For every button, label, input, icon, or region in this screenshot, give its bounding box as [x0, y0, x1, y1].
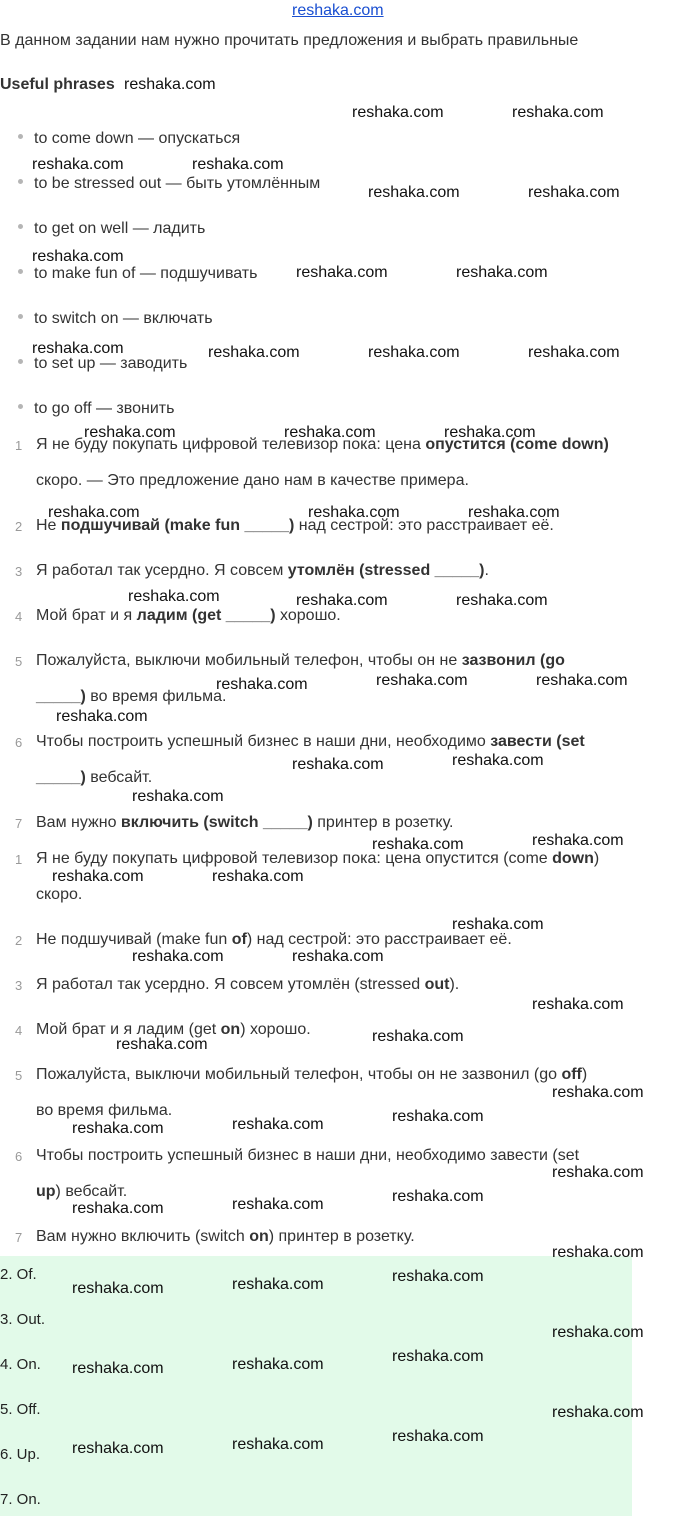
watermark: reshaka.com — [552, 1404, 644, 1421]
filled-sentence-cont: во время фильма. — [36, 1102, 173, 1119]
watermark: reshaka.com — [72, 1440, 164, 1457]
watermark: reshaka.com — [32, 248, 124, 265]
list-item: to be stressed out — быть утомлённым — [18, 175, 320, 193]
watermark: reshaka.com — [72, 1280, 164, 1297]
watermark: reshaka.com — [32, 340, 124, 357]
answer-item: 6. Up. — [0, 1446, 41, 1463]
task-sentence: Не подшучивай (make fun _____) над сестрой: это расстраивает её. — [36, 517, 554, 534]
bullet-icon — [18, 269, 23, 274]
watermark: reshaka.com — [292, 756, 384, 773]
watermark: reshaka.com — [528, 184, 620, 201]
watermark: reshaka.com — [532, 996, 624, 1013]
watermark: reshaka.com — [552, 1164, 644, 1181]
bullet-icon — [18, 224, 23, 229]
bullet-icon — [18, 314, 23, 319]
list-item: to set up — заводить — [18, 355, 187, 373]
watermark: reshaka.com — [368, 344, 460, 361]
watermark: reshaka.com — [452, 916, 544, 933]
item-number: 2 — [15, 933, 23, 948]
item-number: 3 — [15, 978, 23, 993]
watermark: reshaka.com — [124, 76, 216, 93]
watermark: reshaka.com — [56, 708, 148, 725]
intro-text: В данном задании нам нужно прочитать предложения и выбрать правильные — [0, 32, 579, 49]
watermark: reshaka.com — [536, 672, 628, 689]
watermark: reshaka.com — [392, 1268, 484, 1285]
watermark: reshaka.com — [468, 504, 560, 521]
answer-item: 7. On. — [0, 1491, 41, 1508]
list-item: to go off — звонить — [18, 400, 174, 418]
answer-item: 4. On. — [0, 1356, 41, 1373]
watermark: reshaka.com — [552, 1244, 644, 1261]
watermark: reshaka.com — [212, 868, 304, 885]
task-sentence: Мой брат и я ладим (get _____) хорошо. — [36, 607, 341, 624]
filled-sentence: Я не буду покупать цифровой телевизор пока: цена опустится (come down) — [36, 850, 600, 867]
watermark: reshaka.com — [392, 1428, 484, 1445]
filled-sentence: Чтобы построить успешный бизнес в наши дни, необходимо завести (set — [36, 1147, 580, 1164]
item-number: 5 — [15, 654, 23, 669]
filled-sentence: Пожалуйста, выключи мобильный телефон, чтобы он не зазвонил (go off) — [36, 1066, 588, 1083]
watermark: reshaka.com — [512, 104, 604, 121]
watermark: reshaka.com — [452, 752, 544, 769]
watermark: reshaka.com — [456, 264, 548, 281]
watermark: reshaka.com — [232, 1196, 324, 1213]
watermark: reshaka.com — [456, 592, 548, 609]
watermark: reshaka.com — [128, 588, 220, 605]
watermark: reshaka.com — [52, 868, 144, 885]
answer-item: 5. Off. — [0, 1401, 41, 1418]
watermark: reshaka.com — [368, 184, 460, 201]
watermark: reshaka.com — [376, 672, 468, 689]
watermark: reshaka.com — [232, 1116, 324, 1133]
watermark: reshaka.com — [84, 424, 176, 441]
watermark: reshaka.com — [72, 1360, 164, 1377]
item-number: 2 — [15, 519, 23, 534]
filled-sentence-cont: скоро. — [36, 886, 83, 903]
watermark: reshaka.com — [232, 1356, 324, 1373]
item-number: 7 — [15, 1230, 23, 1245]
watermark: reshaka.com — [308, 504, 400, 521]
item-number: 4 — [15, 1023, 23, 1038]
filled-sentence: Не подшучивай (make fun of) над сестрой: это расстраивает её. — [36, 931, 512, 948]
watermark: reshaka.com — [132, 788, 224, 805]
task-sentence: Пожалуйста, выключи мобильный телефон, чтобы он не зазвонил (go — [36, 652, 565, 669]
watermark: reshaka.com — [372, 1028, 464, 1045]
watermark: reshaka.com — [284, 424, 376, 441]
item-number: 1 — [15, 852, 23, 867]
item-number: 3 — [15, 564, 23, 579]
watermark: reshaka.com — [392, 1348, 484, 1365]
task-sentence: Я не буду покупать цифровой телевизор пока: цена опустится (come down) — [36, 436, 609, 453]
phrases-title: Useful phrases — [0, 76, 115, 93]
watermark: reshaka.com — [72, 1200, 164, 1217]
filled-sentence: Вам нужно включить (switch on) принтер в розетку. — [36, 1228, 415, 1245]
item-number: 1 — [15, 438, 23, 453]
task-sentence: Я работал так усердно. Я совсем утомлён (stressed _____). — [36, 562, 489, 579]
task-sentence-cont: _____) вебсайт. — [36, 769, 153, 786]
watermark: reshaka.com — [192, 156, 284, 173]
bullet-icon — [18, 359, 23, 364]
watermark: reshaka.com — [48, 504, 140, 521]
filled-sentence: Я работал так усердно. Я совсем утомлён (stressed out). — [36, 976, 460, 993]
site-link[interactable]: reshaka.com — [292, 2, 384, 19]
list-item: to switch on — включать — [18, 310, 213, 328]
watermark: reshaka.com — [232, 1276, 324, 1293]
watermark: reshaka.com — [216, 676, 308, 693]
task-sentence: Чтобы построить успешный бизнес в наши дни, необходимо завести (set — [36, 733, 585, 750]
item-number: 6 — [15, 1149, 23, 1164]
watermark: reshaka.com — [232, 1436, 324, 1453]
watermark: reshaka.com — [372, 836, 464, 853]
watermark: reshaka.com — [552, 1084, 644, 1101]
bullet-icon — [18, 404, 23, 409]
item-number: 7 — [15, 816, 23, 831]
watermark: reshaka.com — [352, 104, 444, 121]
watermark: reshaka.com — [296, 264, 388, 281]
watermark: reshaka.com — [292, 948, 384, 965]
watermark: reshaka.com — [132, 948, 224, 965]
bullet-icon — [18, 179, 23, 184]
list-item: to make fun of — подшучивать — [18, 265, 257, 283]
watermark: reshaka.com — [116, 1036, 208, 1053]
task-sentence-cont: скоро. — Это предложение дано нам в качестве примера. — [36, 472, 469, 489]
watermark: reshaka.com — [296, 592, 388, 609]
watermark: reshaka.com — [552, 1324, 644, 1341]
item-number: 4 — [15, 609, 23, 624]
watermark: reshaka.com — [208, 344, 300, 361]
watermark: reshaka.com — [392, 1108, 484, 1125]
filled-sentence-cont: up) вебсайт. — [36, 1183, 128, 1200]
item-number: 5 — [15, 1068, 23, 1083]
task-sentence: Вам нужно включить (switch _____) принтер в розетку. — [36, 814, 454, 831]
watermark: reshaka.com — [72, 1120, 164, 1137]
filled-sentence: Мой брат и я ладим (get on) хорошо. — [36, 1021, 311, 1038]
bullet-icon — [18, 134, 23, 139]
answer-item: 3. Out. — [0, 1311, 46, 1328]
item-number: 6 — [15, 735, 23, 750]
task-sentence-cont: _____) во время фильма. — [36, 688, 227, 705]
watermark: reshaka.com — [392, 1188, 484, 1205]
list-item: to get on well — ладить — [18, 220, 205, 238]
watermark: reshaka.com — [528, 344, 620, 361]
watermark: reshaka.com — [32, 156, 124, 173]
watermark: reshaka.com — [444, 424, 536, 441]
list-item: to come down — опускаться — [18, 130, 240, 148]
answer-item: 2. Of. — [0, 1266, 37, 1283]
watermark: reshaka.com — [532, 832, 624, 849]
